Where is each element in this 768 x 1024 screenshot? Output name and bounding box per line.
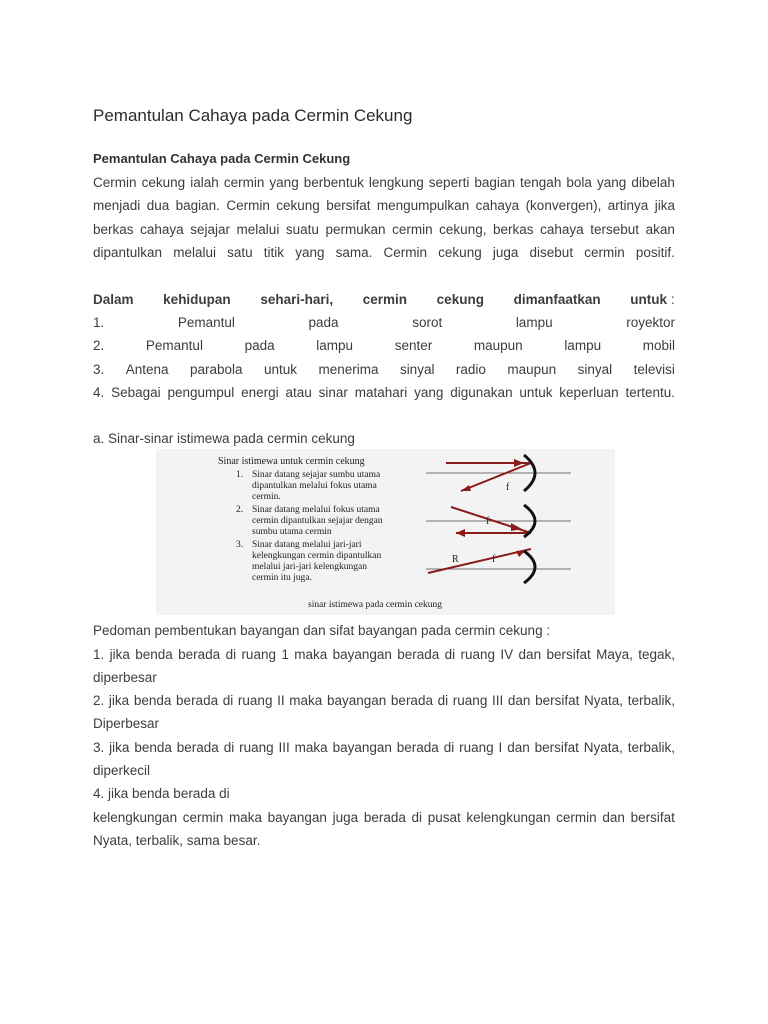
word: pada — [308, 315, 339, 330]
word: senter — [394, 338, 433, 353]
word: sejajar — [190, 222, 230, 237]
word: cermin — [584, 245, 625, 260]
uses-item-1 — [93, 313, 675, 333]
word: cekung — [276, 198, 320, 213]
word: maka — [228, 810, 262, 825]
word: cermin — [556, 810, 597, 825]
uses-item-3 — [93, 360, 675, 380]
uses-heading-colon: : — [671, 292, 675, 307]
word: matahari — [354, 385, 408, 400]
word: kehidupan — [163, 292, 231, 307]
guide-item-3-cont: diperkecil — [93, 763, 151, 778]
word: sorot — [412, 315, 443, 330]
word: tersebut — [590, 222, 640, 237]
word: bersifat — [326, 198, 371, 213]
word: ruang — [239, 740, 274, 755]
word: pusat — [427, 810, 461, 825]
word: terbalik, — [627, 740, 675, 755]
svg-text:R: R — [452, 554, 459, 565]
word: dibelah — [631, 175, 675, 190]
word: Pemantul — [145, 338, 203, 353]
word: dan — [507, 693, 531, 708]
svg-text:sumbu utama cermin: sumbu utama cermin — [252, 527, 332, 537]
word: jika — [109, 647, 130, 662]
word: dua — [146, 198, 170, 213]
word: untuk — [263, 362, 297, 377]
word: I — [498, 740, 503, 755]
svg-text:cermin.: cermin. — [252, 492, 281, 502]
word: di — [225, 647, 237, 662]
word: Antena — [125, 362, 169, 377]
word: berada — [363, 810, 406, 825]
guide-item-1-cont: diperbesar — [93, 670, 157, 685]
word: sinyal — [399, 362, 435, 377]
word: yang — [597, 175, 627, 190]
word: dimanfaatkan — [513, 292, 601, 307]
word: cahaya — [140, 222, 184, 237]
word: berbentuk — [303, 175, 364, 190]
word: positif. — [635, 245, 675, 260]
word: cahaya — [475, 198, 520, 213]
word: tengah — [520, 175, 562, 190]
svg-text:melalui jari-jari kelengkungan: melalui jari-jari kelengkungan — [252, 562, 368, 572]
word: artinya — [607, 198, 649, 213]
word: bayangan — [267, 810, 327, 825]
word: lampu — [515, 315, 553, 330]
word: lampu — [564, 338, 602, 353]
word: tertentu. — [625, 385, 675, 400]
word: royektor — [626, 315, 675, 330]
word: ruang — [459, 740, 494, 755]
figure-heading: Sinar istimewa untuk cermin cekung — [218, 456, 365, 467]
word: di — [411, 810, 423, 825]
word: cermin — [182, 810, 224, 825]
word: di — [222, 693, 234, 708]
word: benda — [134, 740, 172, 755]
word: akan — [645, 222, 675, 237]
svg-text:3.: 3. — [236, 540, 244, 550]
mirror-rays-figure — [156, 449, 615, 615]
word: bersifat — [535, 693, 580, 708]
word: berada — [396, 740, 439, 755]
word: 2. — [93, 338, 105, 353]
word: Sebagai — [111, 385, 161, 400]
word: cahaya — [540, 222, 584, 237]
word: IV — [500, 647, 514, 662]
word: bersifat — [630, 810, 675, 825]
intro-line-3 — [93, 220, 675, 240]
word: Nyata, — [583, 740, 623, 755]
word: juga — [492, 245, 519, 260]
intro-line-4 — [93, 243, 675, 263]
word: ialah — [190, 175, 219, 190]
guide-item-3 — [93, 738, 675, 758]
word: berada — [176, 740, 219, 755]
word: (konvergen), — [525, 198, 602, 213]
uses-item-4 — [93, 383, 675, 403]
section-a-heading: a. Sinar-sinar istimewa pada cermin cekung — [93, 431, 355, 446]
word: 2. — [93, 693, 105, 708]
word: bola — [566, 175, 592, 190]
word: cermin — [223, 175, 265, 190]
word: maka — [289, 693, 323, 708]
guide-item-4: 4. jika benda berada di — [93, 786, 230, 801]
word: yang — [295, 245, 325, 260]
word: di — [437, 693, 449, 708]
word: seperti — [428, 175, 470, 190]
word: bayangan — [332, 647, 392, 662]
svg-text:f: f — [486, 516, 490, 527]
word: dan — [602, 810, 625, 825]
word: tegak, — [638, 647, 675, 662]
word: melalui — [236, 222, 280, 237]
word: berada — [390, 693, 433, 708]
word: berada — [397, 647, 440, 662]
guide-item-2 — [93, 691, 675, 711]
word: di — [223, 740, 235, 755]
word: cekung — [141, 175, 186, 190]
word: melalui — [173, 245, 216, 260]
word: sehari-hari, — [260, 292, 334, 307]
guide-tail-1 — [93, 808, 675, 828]
word: bagian — [474, 175, 515, 190]
word: di — [443, 740, 455, 755]
word: kelengkungan — [466, 810, 551, 825]
word: Cermin — [383, 245, 428, 260]
guide-heading: Pedoman pembentukan bayangan dan sifat bayangan pada cermin cekung : — [93, 623, 551, 638]
word: maka — [294, 647, 328, 662]
svg-text:f: f — [492, 554, 496, 565]
word: mengumpulkan — [376, 198, 470, 213]
word: ruang — [237, 693, 273, 708]
ray-diagram-3 — [426, 549, 571, 583]
word: energi — [241, 385, 279, 400]
svg-text:2.: 2. — [236, 505, 244, 515]
word: juga — [332, 810, 359, 825]
word: sinyal — [577, 362, 613, 377]
svg-text:dipantulkan melalui fokus utam: dipantulkan melalui fokus utama — [252, 481, 377, 491]
word: bersifat — [546, 647, 591, 662]
word: Nyata, — [584, 693, 624, 708]
word: digunakan — [450, 385, 513, 400]
word: III — [278, 740, 290, 755]
word: 3. — [93, 362, 105, 377]
word: menjadi — [93, 198, 141, 213]
guide-item-1 — [93, 645, 675, 665]
word: lampu — [316, 338, 354, 353]
svg-text:Sinar datang sejajar sumbu uta: Sinar datang sejajar sumbu utama — [252, 470, 381, 480]
word: benda — [133, 693, 172, 708]
word: disebut — [529, 245, 574, 260]
figure-caption: sinar istimewa pada cermin cekung — [308, 600, 443, 610]
ray-diagram-1 — [426, 455, 571, 493]
word: mobil — [642, 338, 675, 353]
word: berkas — [493, 222, 534, 237]
word: maka — [294, 740, 328, 755]
word: 1 — [281, 647, 289, 662]
word: berada — [176, 693, 219, 708]
word: bayangan — [326, 693, 387, 708]
word: Cermin — [226, 198, 270, 213]
word: 3. — [93, 740, 105, 755]
word: 4. — [93, 385, 105, 400]
word: Pemantul — [177, 315, 235, 330]
word: kelengkungan — [93, 810, 178, 825]
guide-tail-2: Nyata, terbalik, sama besar. — [93, 833, 261, 848]
guide-item-2-cont: Diperbesar — [93, 716, 160, 731]
word: jika — [109, 740, 130, 755]
word: sinar — [318, 385, 348, 400]
word: bagian. — [175, 198, 220, 213]
word: yang — [269, 175, 299, 190]
uses-item-2 — [93, 336, 675, 356]
word: suatu — [285, 222, 319, 237]
word: Cermin — [93, 175, 137, 190]
page-title: Pemantulan Cahaya pada Cermin Cekung — [93, 106, 413, 125]
word: III — [491, 693, 504, 708]
word: ruang — [452, 693, 488, 708]
word: II — [277, 693, 285, 708]
word: bayangan — [332, 740, 392, 755]
word: menerima — [318, 362, 379, 377]
word: di — [444, 647, 456, 662]
svg-text:Sinar datang melalui fokus uta: Sinar datang melalui fokus utama — [252, 505, 380, 515]
word: televisi — [633, 362, 675, 377]
svg-text:f: f — [506, 482, 510, 493]
word: Dalam — [93, 292, 134, 307]
word: benda — [135, 647, 173, 662]
word: lengkung — [368, 175, 424, 190]
word: pada — [244, 338, 275, 353]
svg-text:cermin dipantulkan sejajar den: cermin dipantulkan sejajar dengan — [252, 516, 383, 526]
word: cekung, — [439, 222, 487, 237]
svg-text:1.: 1. — [236, 470, 244, 480]
section-subtitle: Pemantulan Cahaya pada Cermin Cekung — [93, 151, 351, 166]
intro-line-1 — [93, 173, 675, 193]
word: pengumpul — [167, 385, 235, 400]
word: atau — [285, 385, 312, 400]
word: berkas — [93, 222, 134, 237]
word: Maya, — [596, 647, 633, 662]
word: cekung — [438, 245, 482, 260]
word: ruang — [241, 647, 276, 662]
svg-text:Sinar datang melalui jari-jari: Sinar datang melalui jari-jari — [252, 540, 362, 550]
word: maupun — [507, 362, 557, 377]
word: permukan — [325, 222, 386, 237]
word: cekung — [436, 292, 484, 307]
word: satu — [227, 245, 253, 260]
ray-diagram-2 — [426, 505, 571, 537]
word: berada — [178, 647, 221, 662]
uses-heading — [93, 290, 667, 310]
word: sama. — [335, 245, 373, 260]
word: maupun — [473, 338, 523, 353]
word: titik — [263, 245, 285, 260]
word: ruang — [460, 647, 496, 662]
word: cermin — [392, 222, 433, 237]
word: dan — [518, 647, 542, 662]
word: keperluan — [559, 385, 619, 400]
word: untuk — [630, 292, 667, 307]
word: parabola — [189, 362, 243, 377]
word: radio — [455, 362, 486, 377]
word: dan — [507, 740, 530, 755]
word: jika — [654, 198, 675, 213]
word: 1. — [93, 647, 105, 662]
word: bersifat — [534, 740, 579, 755]
word: untuk — [519, 385, 553, 400]
word: cermin — [362, 292, 408, 307]
word: yang — [414, 385, 444, 400]
word: jika — [108, 693, 130, 708]
svg-text:cermin itu juga.: cermin itu juga. — [252, 573, 312, 583]
word: terbalik, — [627, 693, 675, 708]
word: dipantulkan — [93, 245, 163, 260]
word: 1. — [93, 315, 105, 330]
intro-line-2 — [93, 196, 675, 216]
svg-text:kelengkungan cermin dipantulka: kelengkungan cermin dipantulkan — [252, 551, 382, 561]
